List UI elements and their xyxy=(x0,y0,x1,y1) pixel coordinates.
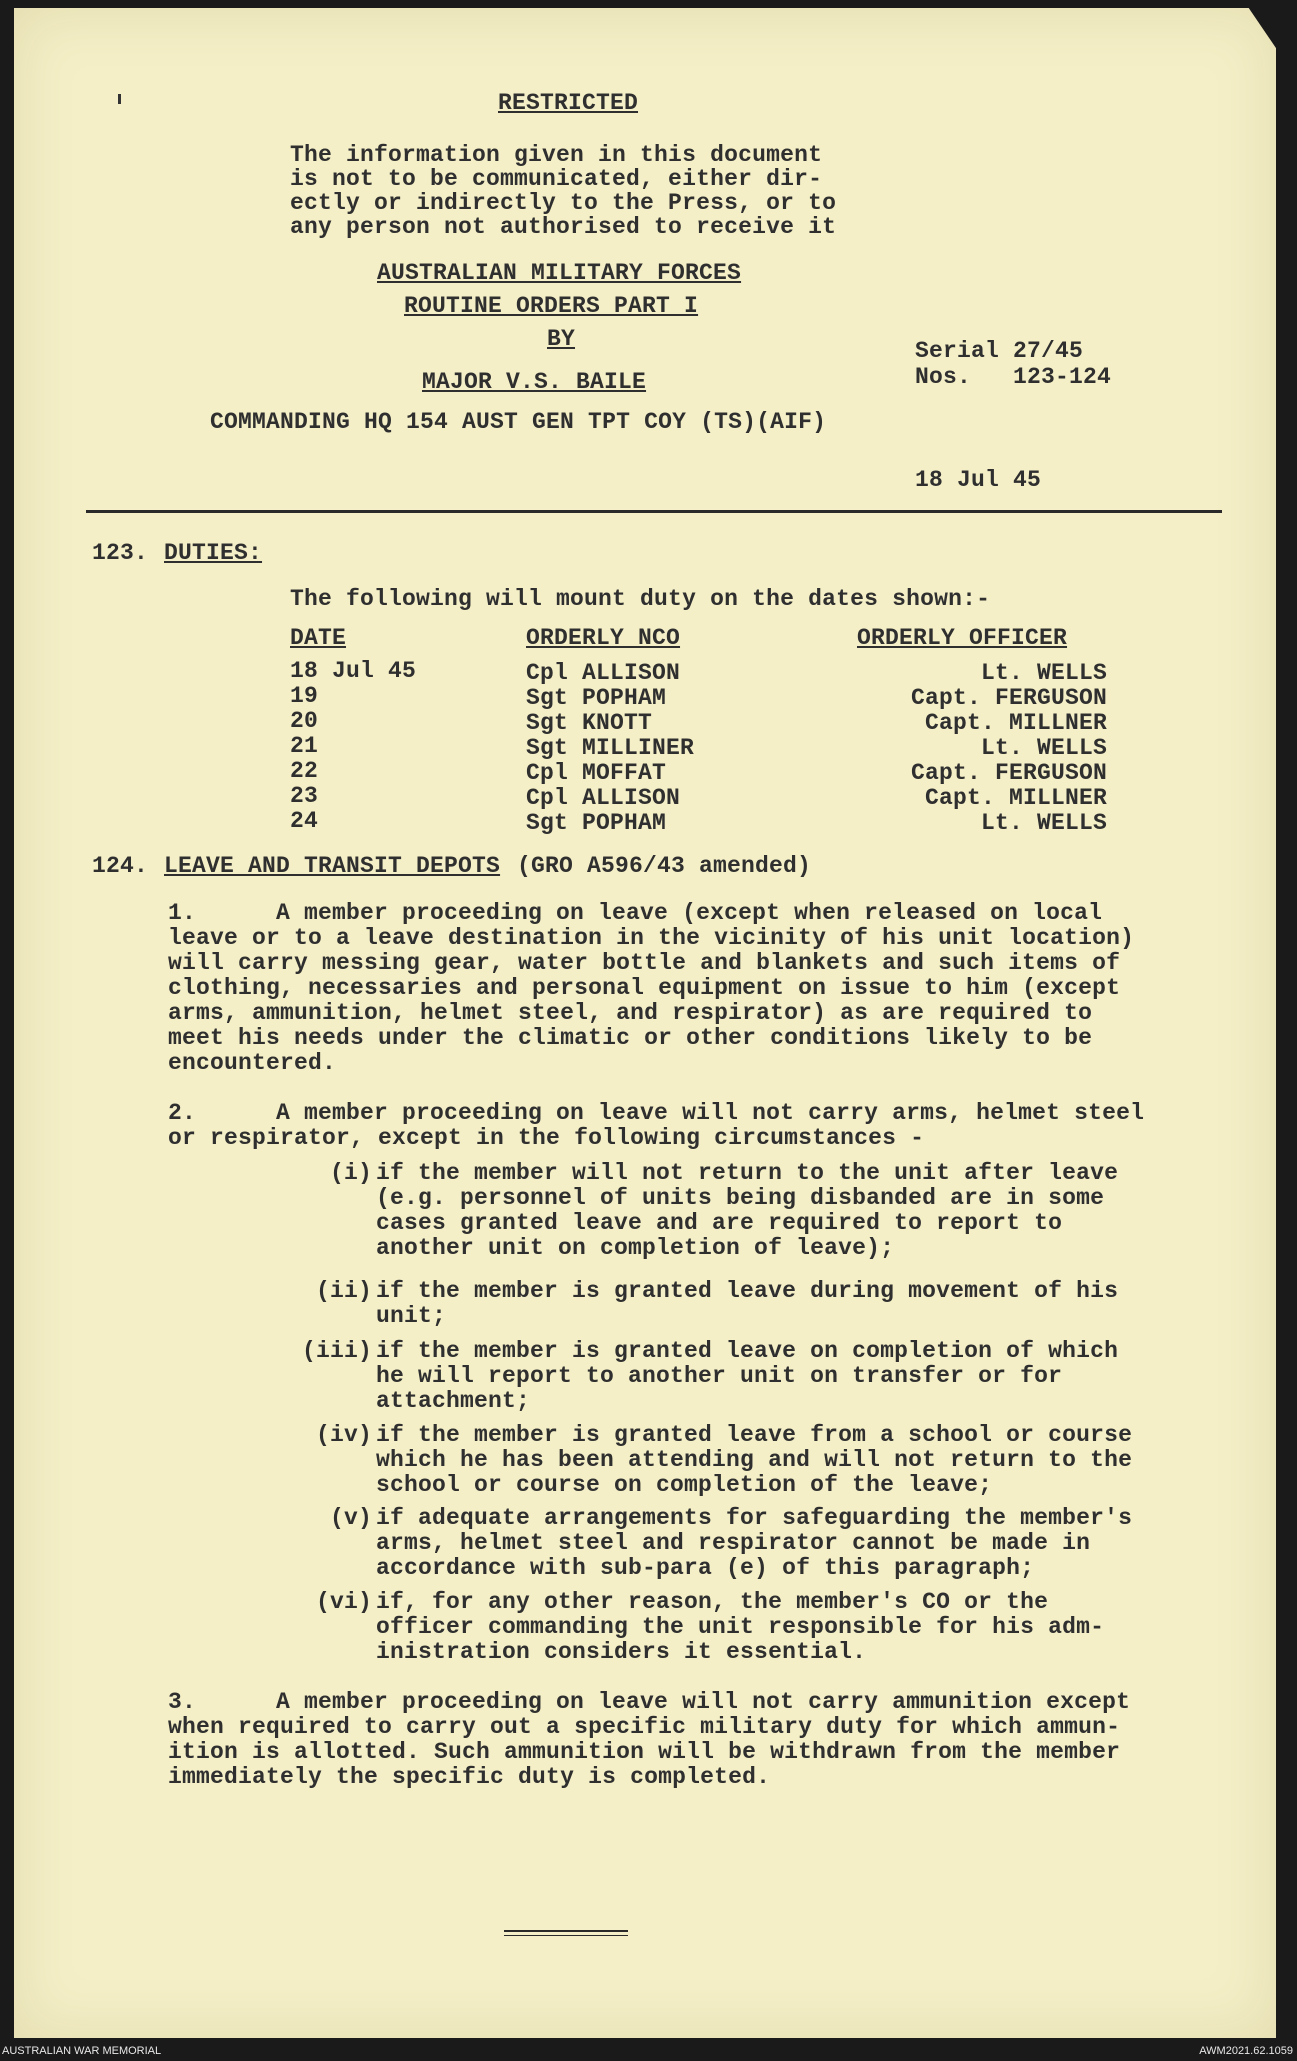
footer-accession: AWM2021.62.1059 xyxy=(1199,2045,1293,2057)
sub-item-label: (v) xyxy=(329,1505,372,1531)
duties-intro: The following will mount duty on the dates shown:- xyxy=(290,586,991,612)
para-2-line: A member proceeding on leave will not carry arms, helmet steel xyxy=(276,1100,1145,1126)
end-rule xyxy=(504,1935,628,1936)
duty-officer: Lt. WELLS xyxy=(980,810,1107,836)
column-header-officer: ORDERLY OFFICER xyxy=(857,625,1068,651)
order-date: 18 Jul 45 xyxy=(915,467,1042,493)
author-name: MAJOR V.S. BAILE xyxy=(422,369,647,395)
warning-line-2: is not to be communicated, either dir- xyxy=(290,166,823,192)
duty-officer: Capt. MILLNER xyxy=(924,710,1107,736)
warning-line-1: The information given in this document xyxy=(290,142,823,168)
duty-date: 20 xyxy=(290,708,319,734)
sub-item-line: cases granted leave and are required to report to xyxy=(376,1210,1063,1236)
duty-officer: Capt. MILLNER xyxy=(924,785,1107,811)
para-3-line: A member proceeding on leave will not carry ammunition except xyxy=(276,1689,1131,1715)
sub-item-line: if the member is granted leave during movement of his xyxy=(376,1278,1119,1304)
sub-item-line: another unit on completion of leave); xyxy=(376,1235,895,1261)
para-1-line: meet his needs under the climatic or other conditions likely to be xyxy=(168,1025,1093,1051)
order-123-heading: DUTIES: xyxy=(164,540,263,566)
sub-item-line: unit; xyxy=(376,1303,447,1329)
para-3-line: ition is allotted. Such ammunition will be withdrawn from the member xyxy=(168,1739,1121,1765)
sub-item-line: he will report to another unit on transfer or for xyxy=(376,1363,1063,1389)
duty-officer: Capt. FERGUSON xyxy=(910,685,1107,711)
warning-line-3: ectly or indirectly to the Press, or to xyxy=(290,190,837,216)
sub-item-line: officer commanding the unit responsible for his adm- xyxy=(376,1614,1105,1640)
sub-item-label: (ii) xyxy=(315,1278,372,1304)
duty-nco: Sgt POPHAM xyxy=(526,685,667,711)
sub-item-line: (e.g. personnel of units being disbanded are in some xyxy=(376,1185,1105,1211)
para-3-line: when required to carry out a specific military duty for which ammun- xyxy=(168,1714,1121,1740)
warning-line-4: any person not authorised to receive it xyxy=(290,214,837,240)
duty-nco: Sgt KNOTT xyxy=(526,710,653,736)
para-1-line: leave or to a leave destination in the vicinity of his unit location) xyxy=(168,925,1135,951)
sub-item-line: if the member is granted leave from a school or course xyxy=(376,1422,1133,1448)
punch-mark xyxy=(118,94,121,104)
order-123-number: 123. xyxy=(92,540,149,566)
torn-corner xyxy=(1246,4,1280,54)
duty-date: 23 xyxy=(290,783,319,809)
sub-item-label: (i) xyxy=(329,1160,372,1186)
title-by: BY xyxy=(547,326,576,352)
para-3-line: immediately the specific duty is completed. xyxy=(168,1764,771,1790)
sub-item-label: (iii) xyxy=(301,1338,372,1364)
column-header-date: DATE xyxy=(290,625,347,651)
sub-item-line: if the member is granted leave on completion of which xyxy=(376,1338,1119,1364)
duty-nco: Cpl MOFFAT xyxy=(526,760,667,786)
duty-date: 24 xyxy=(290,808,319,834)
header-divider xyxy=(86,510,1222,513)
footer-credit: AUSTRALIAN WAR MEMORIAL xyxy=(2,2045,162,2057)
order-124-reference: (GRO A596/43 amended) xyxy=(517,853,812,879)
end-rule xyxy=(504,1930,628,1932)
order-124-number: 124. xyxy=(92,853,149,879)
classification-label: RESTRICTED xyxy=(498,90,639,116)
order-124-heading: LEAVE AND TRANSIT DEPOTS xyxy=(164,853,501,879)
para-1-line: arms, ammunition, helmet steel, and respirator) as are required to xyxy=(168,1000,1093,1026)
title-line-1: AUSTRALIAN MILITARY FORCES xyxy=(377,260,742,286)
document-page xyxy=(14,8,1276,2038)
sub-item-line: if adequate arrangements for safeguarding the member's xyxy=(376,1505,1133,1531)
order-numbers: Nos. 123-124 xyxy=(915,364,1112,390)
serial-number: Serial 27/45 xyxy=(915,338,1084,364)
para-2-line: or respirator, except in the following circumstances - xyxy=(168,1125,925,1151)
duty-officer: Capt. FERGUSON xyxy=(910,760,1107,786)
para-1-number: 1. xyxy=(168,900,197,926)
sub-item-label: (vi) xyxy=(315,1589,372,1615)
sub-item-line: accordance with sub-para (e) of this paragraph; xyxy=(376,1555,1035,1581)
duty-nco: Sgt MILLINER xyxy=(526,735,695,761)
duty-officer: Lt. WELLS xyxy=(980,660,1107,686)
para-1-line: clothing, necessaries and personal equipment on issue to him (except xyxy=(168,975,1121,1001)
duty-officer: Lt. WELLS xyxy=(980,735,1107,761)
para-1-line: encountered. xyxy=(168,1050,337,1076)
para-3-number: 3. xyxy=(168,1689,197,1715)
sub-item-line: if the member will not return to the unit after leave xyxy=(376,1160,1119,1186)
column-header-nco: ORDERLY NCO xyxy=(526,625,681,651)
sub-item-line: if, for any other reason, the member's CO or the xyxy=(376,1589,1049,1615)
para-1-line: will carry messing gear, water bottle and blankets and such items of xyxy=(168,950,1121,976)
duty-nco: Sgt POPHAM xyxy=(526,810,667,836)
sub-item-line: arms, helmet steel and respirator cannot be made in xyxy=(376,1530,1091,1556)
sub-item-label: (iv) xyxy=(315,1422,372,1448)
para-2-number: 2. xyxy=(168,1100,197,1126)
sub-item-line: attachment; xyxy=(376,1388,531,1414)
title-line-2: ROUTINE ORDERS PART I xyxy=(404,293,699,319)
duty-date: 21 xyxy=(290,733,319,759)
sub-item-line: school or course on completion of the leave; xyxy=(376,1472,993,1498)
sub-item-line: inistration considers it essential. xyxy=(376,1639,867,1665)
sub-item-line: which he has been attending and will not return to the xyxy=(376,1447,1133,1473)
command-line: COMMANDING HQ 154 AUST GEN TPT COY (TS)(AIF) xyxy=(210,409,827,435)
duty-date: 19 xyxy=(290,683,319,709)
duty-date: 22 xyxy=(290,758,319,784)
para-1-line: A member proceeding on leave (except when released on local xyxy=(276,900,1103,926)
duty-date: 18 Jul 45 xyxy=(290,658,417,684)
duty-nco: Cpl ALLISON xyxy=(526,660,681,686)
duty-nco: Cpl ALLISON xyxy=(526,785,681,811)
